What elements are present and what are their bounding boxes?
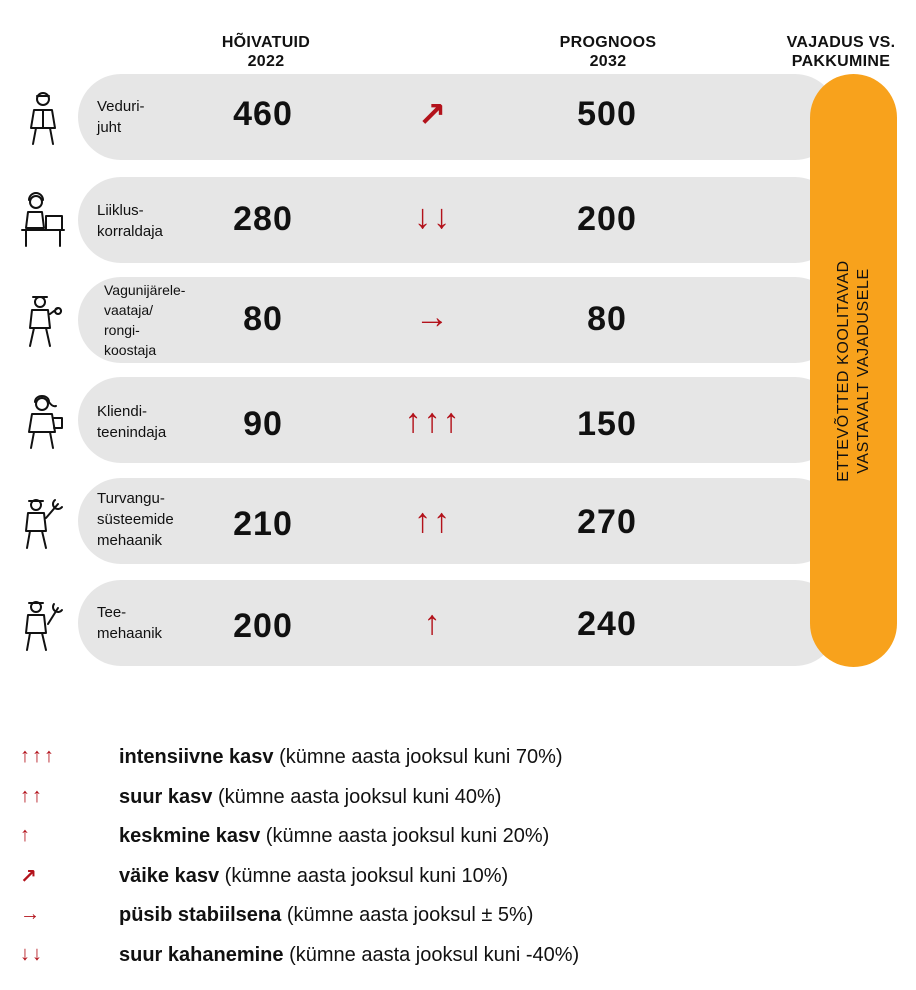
traffic-controller-icon [18,190,68,248]
employed-2022-value: 90 [243,405,283,443]
employed-2022-value: 280 [233,200,293,238]
header-forecast-year: 2032 [589,53,627,70]
header-forecast-2032 [528,33,688,71]
trend-arrows: ↑↑↑ [404,402,462,440]
legend-arrows: → [20,903,42,925]
forecast-2032-value: 500 [577,95,637,133]
forecast-2032-value: 270 [577,503,637,541]
header-forecast-label: PROGNOOS [559,34,657,51]
header-need-vs-supply [766,33,916,71]
occupation-name: Turvangu- süsteemide mehaanik [97,490,174,549]
occupation-name: Tee- mehaanik [97,604,163,642]
train-driver-icon [18,88,68,146]
signalling-mechanic-icon [18,492,68,550]
trend-arrows: ↗ [417,96,449,134]
forecast-2032-value: 240 [577,605,637,643]
legend-text: püsib stabiilsena (kümne aasta jooksul ± 5%) [119,904,534,926]
forecast-2032-value: 200 [577,200,637,238]
trend-arrows: ↑↑ [414,502,452,540]
header-need-vs-supply-line2: PAKKUMINE [791,53,891,70]
forecast-2032-value: 150 [577,405,637,443]
header-employed-year: 2022 [247,53,285,70]
trend-arrows: ↑ [423,604,443,642]
header-need-vs-supply-line1: VAJADUS VS. [786,34,896,51]
employed-2022-value: 200 [233,607,293,645]
legend-text: intensiivne kasv (kümne aasta jooksul kuni 70%) [119,746,563,768]
pill-text: ETTEVÕTTED KOOLITAVAD VASTAVALT VAJADUSELE [834,259,872,482]
trend-arrows: ↓↓ [414,198,452,236]
occupation-name: Liiklus- korraldaja [97,202,163,240]
forecast-2032-value: 80 [587,300,627,338]
legend-text: väike kasv (kümne aasta jooksul kuni 10%) [119,865,509,887]
customer-service-icon [18,392,68,450]
trend-arrows: → [415,298,451,336]
need-vs-supply-pill [810,74,897,667]
occupation-name: Vagunijärele- vaataja/ rongi- koostaja [104,282,186,358]
employed-2022-value: 460 [233,95,293,133]
legend-arrows: ↗ [20,866,39,888]
legend-text: keskmine kasv (kümne aasta jooksul kuni 20%) [119,825,550,847]
legend-arrows: ↓↓ [20,943,44,965]
legend-text: suur kasv (kümne aasta jooksul kuni 40%) [119,786,502,808]
employed-2022-value: 80 [243,300,283,338]
employed-2022-value: 210 [233,505,293,543]
header-employed-2022 [186,33,346,71]
legend-arrows: ↑↑ [20,785,44,807]
legend-text: suur kahanemine (kümne aasta jooksul kuni -40%) [119,944,580,966]
legend-arrows: ↑↑↑ [20,745,56,767]
header-employed-label: HÕIVATUID [221,34,311,51]
track-mechanic-icon [18,594,68,652]
legend-arrows: ↑ [20,824,32,846]
wagon-inspector-icon [18,290,68,348]
occupation-name: Veduri- juht [97,98,145,136]
occupation-name: Kliendi- teenindaja [97,403,167,441]
